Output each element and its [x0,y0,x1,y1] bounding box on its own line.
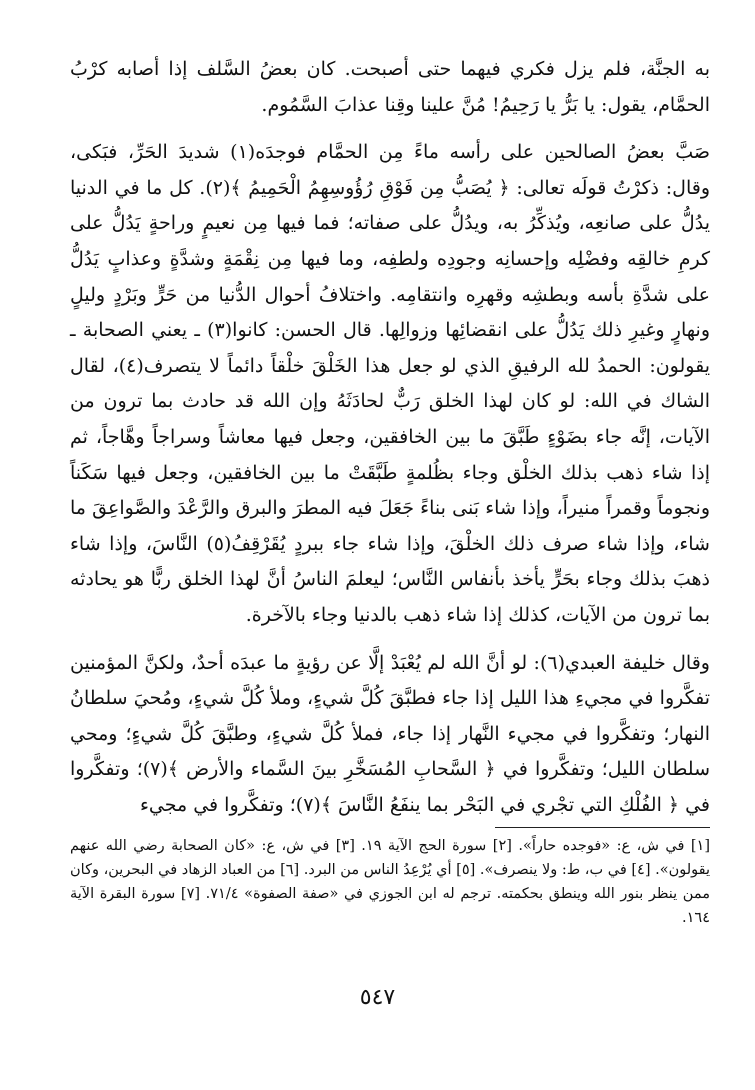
footnotes: [١] في ش، ع: «فوجده حاراً». [٢] سورة الحج الآية ١٩. [٣] في ش، ع: «كان الصحابة رضي الله عنهم يقولون». [٤] في ب، ط: ولا ينصرف». [٥] أي يُرْعِدُ الناس من البرد. [٦] من العباد الزهاد في البحرين، وكان ممن ينظر بنور الله وينطق بحكمته. ترجم له ابن الجوزي في «صفة الصفوة» ٧١/٤. [٧] سورة البقرة الآية ١٦٤. [70,838,711,927]
page-number: ٥٤٧ [359,985,396,1010]
paragraph-3: وقال خليفة العبدي(٦): لو أنَّ الله لم يُعْبَدْ إلَّا عن رؤيةٍ ما عبدَه أحدٌ، ولكنَّ المؤمنين تفكَّروا في مجيءِ هذا الليل إذا جاء فطبَّقَ كُلَّ شيءٍ، وملأ كُلَّ شيءٍ، ومُحيَ سلطانُ النهار؛ وتفكَّروا في مجيء النَّهار إذا جاء، فملأ كُلَّ شيءٍ، وطبَّقَ كُلَّ شيءٍ؛ ومحي سلطان الليل؛ وتفكَّروا في ﴿ السَّحابِ المُسَخَّرِ بينَ السَّماء والأرض ﴾(٧)؛ وتفكَّروا في ﴿ الفُلْكِ التي تجْري في البَحْر بما ينفَعُ النَّاسَ ﴾(٧)؛ وتفكَّروا في مجيء [70,651,710,816]
page-body [70,52,710,930]
footnote-divider [495,827,710,828]
paragraph-gap [70,123,710,135]
paragraph-gap [70,634,710,646]
paragraph-2: صَبَّ بعضُ الصالحين على رأسه ماءً مِن الحمَّام فوجدَه(١) شديدَ الحَرِّ، فبَكى، وقال: ذكرْتُ قولَه تعالى: ﴿ يُصَبُّ مِن فَوْقِ رُؤُوسِهِمُ الْحَمِيمُ ﴾(٢). كل ما في الدنيا يدُلُّ على صانعِه، ويُذكِّرُ به، ويدُلُّ على صفاته؛ فما فيها مِن نعيمٍ وراحةٍ يَدُلُّ على كرمِ خالقِه وفضْلِه وإحسانِه وجودِه ولطفِه، وما فيها مِن نِقْمَةٍ وشدَّةٍ وعذابٍ يَدُلُّ على شدَّةِ بأسه وبطشِه وقهرِه وانتقامِه. واختلافُ أحوال الدُّنيا من حَرٍّ وبَرْدٍ وليلٍ ونهارٍ وغيرِ ذلك يَدُلُّ على انقضائِها وزوالِها. قال الحسن: كانوا(٣) ـ يعني الصحابة ـ يقولون: الحمدُ لله الرفيقِ الذي لو جعل هذا الخَلْقَ خلْقاً دائماً لا يتصرف(٤)، لقال الشاك في الله: لو كان لهذا الخلق رَبٌّ لحادَثَهُ وإن الله قد حادث بما ترون من الآيات، إنَّه جاء بضَوْءٍ طَبَّقَ ما بين الخافقين، وجعل فيها معاشاً وسراجاً وهَّاجاً، ثم إذا شاء ذهب بذلك الخلْق وجاء بظُلمةٍ طَبَّقَتْ ما بين الخافقين، وجعل فيها سَكَناً ونجوماً وقمراً منيراً، وإذا شاء بَنى بناءً جَعَلَ فيه المطرَ والبرق والرَّعْدَ والصَّواعِقَ ما شاء، وإذا شاء صرف ذلك الخلْقَ، وإذا شاء جاء ببردٍ يُقَرْقِفُ(٥) النَّاسَ، وإذا شاء ذهبَ بذلك وجاء بحَرٍّ يأخذ بأنفاس النَّاس؛ ليعلمَ الناسُ أنَّ لهذا الخلق ربًّا هو يحادثه بما ترون من الآيات، كذلك إذا شاء ذهب بالدنيا وجاء بالآخرة. [70,141,710,626]
paragraph-1: به الجنَّة، فلم يزل فكري فيهما حتى أصبحت. كان بعضُ السَّلف إذا أصابه كرْبُ الحمَّام، يقول: يا بَرُّ يا رَحِيمُ! مُنَّ علينا وقِنا عذابَ السَّمُوم. [70,58,710,116]
